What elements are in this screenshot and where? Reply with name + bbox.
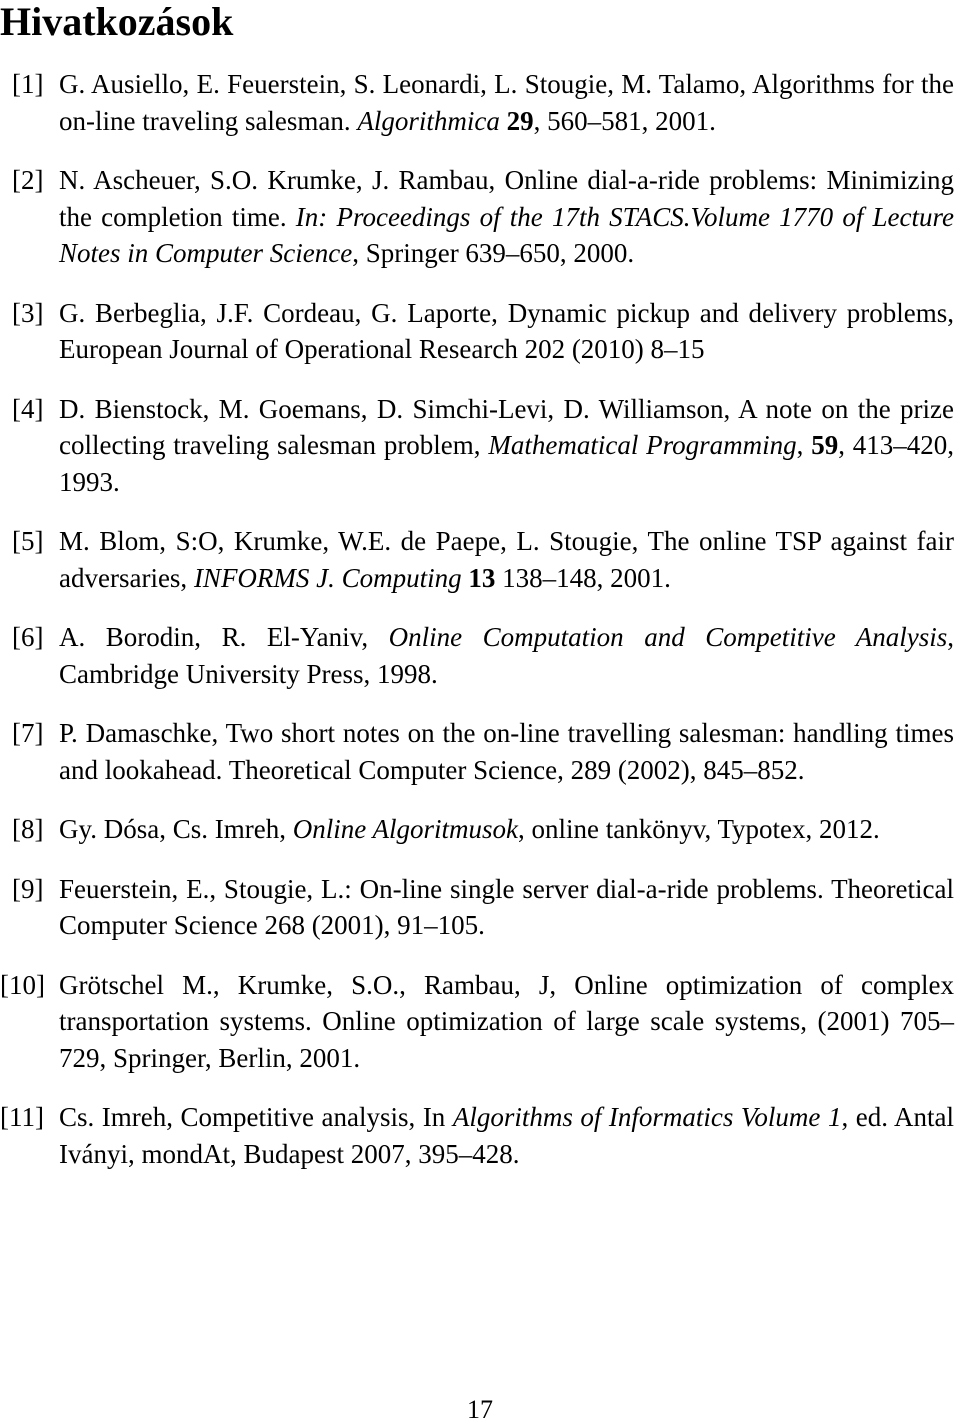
reference-number: [7]	[12, 718, 44, 748]
reference-number: [8]	[12, 814, 44, 844]
reference-text	[59, 162, 954, 272]
reference-text	[59, 391, 954, 501]
reference-text	[59, 967, 954, 1077]
reference-text-segment: M. Blom, S:O, Krumke, W.E. de Paepe, L. Stougie, The online TSP against fair adversaries,	[59, 526, 954, 593]
section-heading: Hivatkozások	[0, 0, 234, 44]
reference-item	[0, 1099, 954, 1172]
reference-text-segment: D. Bienstock, M. Goemans, D. Simchi-Levi, D. Williamson, A note on the prize collecting traveling salesman problem,	[59, 393, 954, 460]
reference-text	[59, 66, 954, 139]
reference-text-segment: , online tankönyv, Typotex, 2012.	[517, 814, 880, 844]
reference-text-segment: Feuerstein, E., Stougie, L.: On-line single server dial-a-ride problems. Theoretical Computer Science 268 (2001), 91–105.	[59, 873, 954, 940]
reference-text	[59, 523, 954, 596]
reference-number: [1]	[12, 69, 44, 99]
reference-item	[0, 66, 954, 139]
reference-number: [11]	[0, 1102, 44, 1132]
reference-text-segment: 138–148, 2001.	[495, 562, 671, 593]
page-number: 17	[467, 1395, 493, 1424]
reference-text-segment	[500, 106, 507, 136]
reference-italic-text: In: Proceedings of the 17th STACS.Volume 1770 of Lecture Notes in Computer Science	[59, 201, 954, 268]
reference-italic-text: Online Computation and Competitive Analysis	[388, 622, 948, 652]
reference-text-segment: Grötschel M., Krumke, S.O., Rambau, J, Online optimization of complex transportation systems. Online optimization of large scale systems, (2001) 705–729, Springer, Berlin, 2001.	[59, 969, 954, 1073]
reference-item	[0, 811, 954, 848]
reference-number: [9]	[12, 873, 44, 904]
reference-volume: 29	[506, 105, 534, 136]
reference-item	[0, 967, 954, 1077]
reference-text-segment: P. Damaschke, Two short notes on the on-line travelling salesman: handling times and lookahead. Theoretical Computer Science, 289 (2002), 845–852.	[59, 718, 954, 785]
reference-item	[0, 715, 954, 788]
reference-volume: 13	[468, 562, 496, 593]
reference-text-segment: Gy. Dósa, Cs. Imreh,	[59, 814, 293, 844]
reference-text-segment: G. Ausiello, E. Feuerstein, S. Leonardi, L. Stougie, M. Talamo, Algorithms for the on-line traveling salesman.	[59, 69, 954, 136]
reference-item	[0, 162, 954, 272]
reference-item	[0, 523, 954, 596]
reference-item	[0, 619, 954, 692]
reference-item	[0, 295, 954, 368]
reference-number: [3]	[12, 297, 44, 328]
reference-text-segment: N. Ascheuer, S.O. Krumke, J. Rambau, Online dial-a-ride problems: Minimizing the completion time.	[59, 165, 954, 232]
reference-number: [4]	[12, 393, 44, 424]
reference-text-segment: Cs. Imreh, Competitive analysis, In	[59, 1102, 453, 1132]
reference-text	[59, 871, 954, 944]
reference-number: [2]	[12, 165, 44, 195]
reference-text-segment: G. Berbeglia, J.F. Cordeau, G. Laporte, Dynamic pickup and delivery problems, European Journal of Operational Research 202 (2010) 8–15	[59, 297, 954, 364]
reference-text	[59, 619, 954, 692]
reference-number: [5]	[12, 526, 44, 556]
reference-text-segment: A. Borodin, R. El-Yaniv,	[59, 622, 389, 652]
reference-text-segment: , Cambridge University Press, 1998.	[59, 622, 954, 689]
reference-text-segment: , 413–420, 1993.	[59, 430, 955, 497]
reference-italic-text: Algorithmica	[357, 105, 500, 136]
reference-text	[59, 295, 954, 368]
reference-text	[59, 811, 954, 848]
reference-item	[0, 871, 954, 944]
reference-text	[59, 1099, 954, 1172]
reference-list	[0, 66, 960, 1195]
reference-italic-text: Algorithms of Informatics Volume 1	[452, 1102, 842, 1132]
reference-text	[59, 715, 954, 788]
reference-text-segment: ,	[796, 430, 812, 460]
reference-italic-text: INFORMS J. Computing	[193, 562, 462, 593]
reference-number: [10]	[0, 969, 45, 1000]
reference-italic-text: Online Algoritmusok	[292, 814, 518, 844]
reference-italic-text: Mathematical Programming	[488, 430, 797, 460]
reference-text-segment: , Springer 639–650, 2000.	[352, 238, 635, 268]
reference-number: [6]	[12, 622, 44, 652]
reference-item	[0, 391, 954, 501]
reference-text-segment: , 560–581, 2001.	[533, 105, 716, 136]
reference-volume: 59	[811, 430, 839, 460]
reference-text-segment: , ed. Antal Iványi, mondAt, Budapest 2007, 395–428.	[59, 1102, 954, 1169]
